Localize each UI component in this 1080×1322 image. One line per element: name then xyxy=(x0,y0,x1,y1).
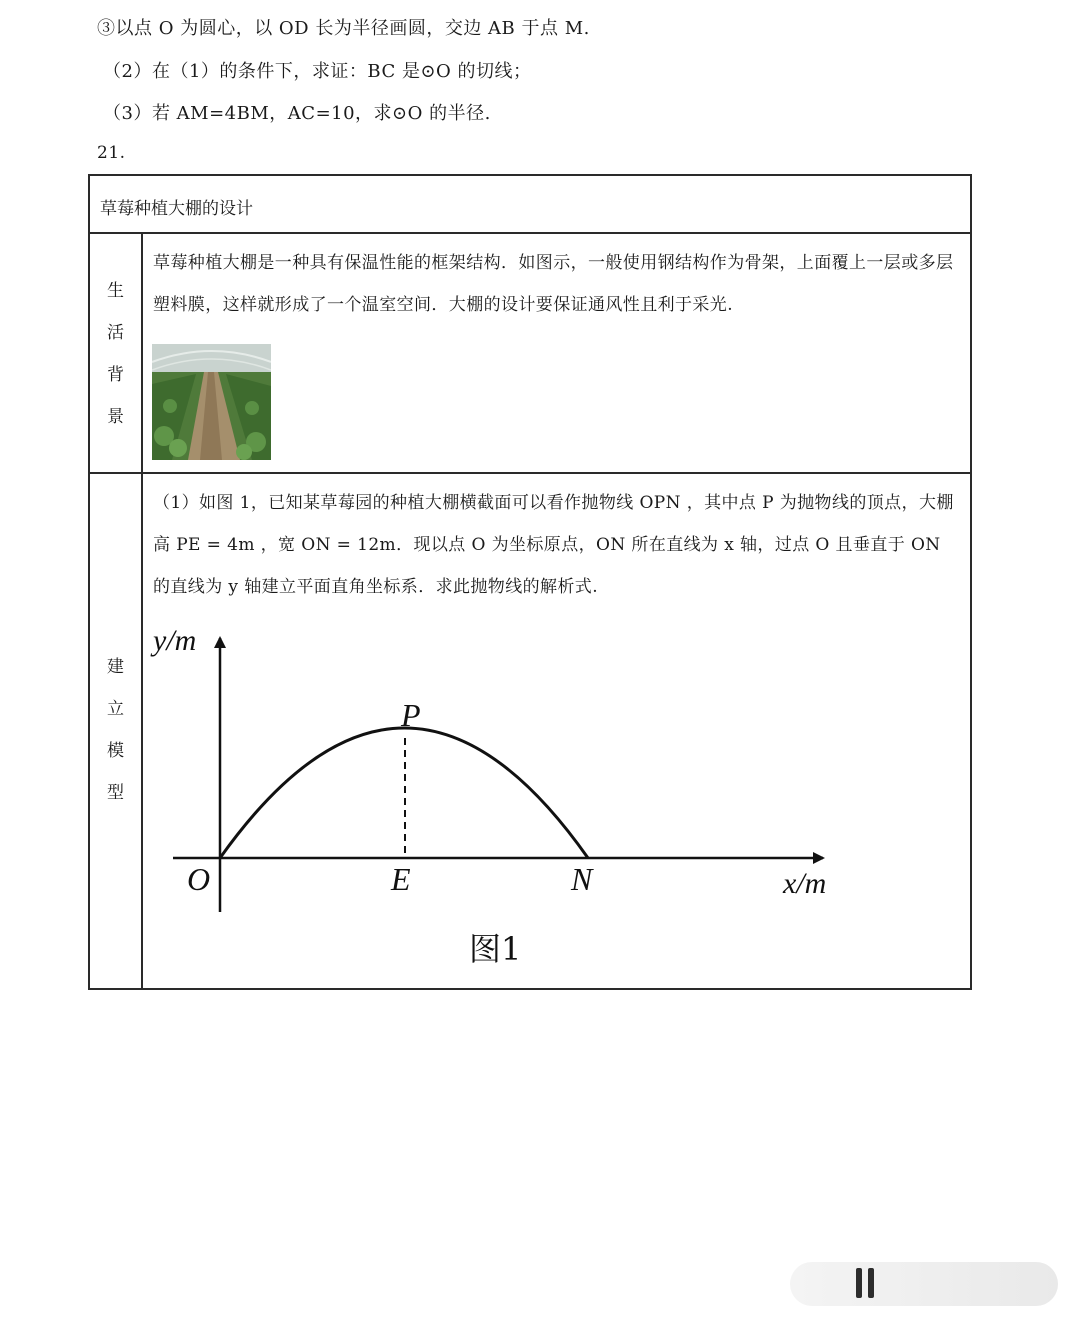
table-title-cell xyxy=(89,175,971,233)
question-number: 21. xyxy=(97,143,126,163)
background-label-char: 背 xyxy=(107,365,124,385)
background-content-cell xyxy=(142,233,971,473)
model-text: （1）如图 1，已知某草莓园的种植大棚横截面可以看作抛物线 OPN ，其中点 P 为抛物线的顶点，大棚高 PE = 4m ，宽 ON = 12m．现以点 O 为坐标原点，ON 所在直线为 x 轴，过点 O 且垂直于 ON 的直线为 y 轴建立平面直角坐标系．求此抛物线的解析式. xyxy=(153,493,954,597)
model-label-char: 立 xyxy=(107,699,124,719)
background-text: 草莓种植大棚是一种具有保温性能的框架结构．如图示，一般使用钢结构作为骨架，上面覆上一层或多层塑料膜，这样就形成了一个温室空间．大棚的设计要保证通风性且利于采光. xyxy=(153,253,954,315)
point-o-label: O xyxy=(187,861,211,897)
model-label-char: 建 xyxy=(107,657,124,677)
model-label-char: 型 xyxy=(107,783,124,803)
question-part3: （3）若 AM=4BM，AC=10，求⊙O 的半径. xyxy=(103,103,491,124)
greenhouse-photo xyxy=(152,344,271,460)
background-label-char: 景 xyxy=(107,407,124,427)
background-label-char: 活 xyxy=(107,323,124,343)
y-axis-label: y/m xyxy=(153,624,197,657)
background-label-cell xyxy=(89,233,142,473)
model-content-cell xyxy=(142,473,971,989)
design-table xyxy=(88,174,972,990)
pause-icon[interactable] xyxy=(856,1268,876,1298)
figure-1-parabola xyxy=(143,608,963,988)
point-p-label: P xyxy=(401,697,421,733)
question-part2: （2）在（1）的条件下，求证：BC 是⊙O 的切线； xyxy=(103,61,532,82)
model-label-char: 模 xyxy=(107,741,124,761)
question-step3: ③以点 O 为圆心，以 OD 长为半径画圆，交边 AB 于点 M. xyxy=(97,18,590,39)
figure-caption: 图1 xyxy=(469,930,522,968)
model-label-cell xyxy=(89,473,142,989)
background-label-char: 生 xyxy=(107,281,124,301)
table-title: 草莓种植大棚的设计 xyxy=(100,199,253,219)
x-axis-label: x/m xyxy=(783,867,827,900)
viewer-control-bar[interactable] xyxy=(790,1262,1058,1306)
point-e-label: E xyxy=(391,861,411,897)
point-n-label: N xyxy=(571,861,593,897)
